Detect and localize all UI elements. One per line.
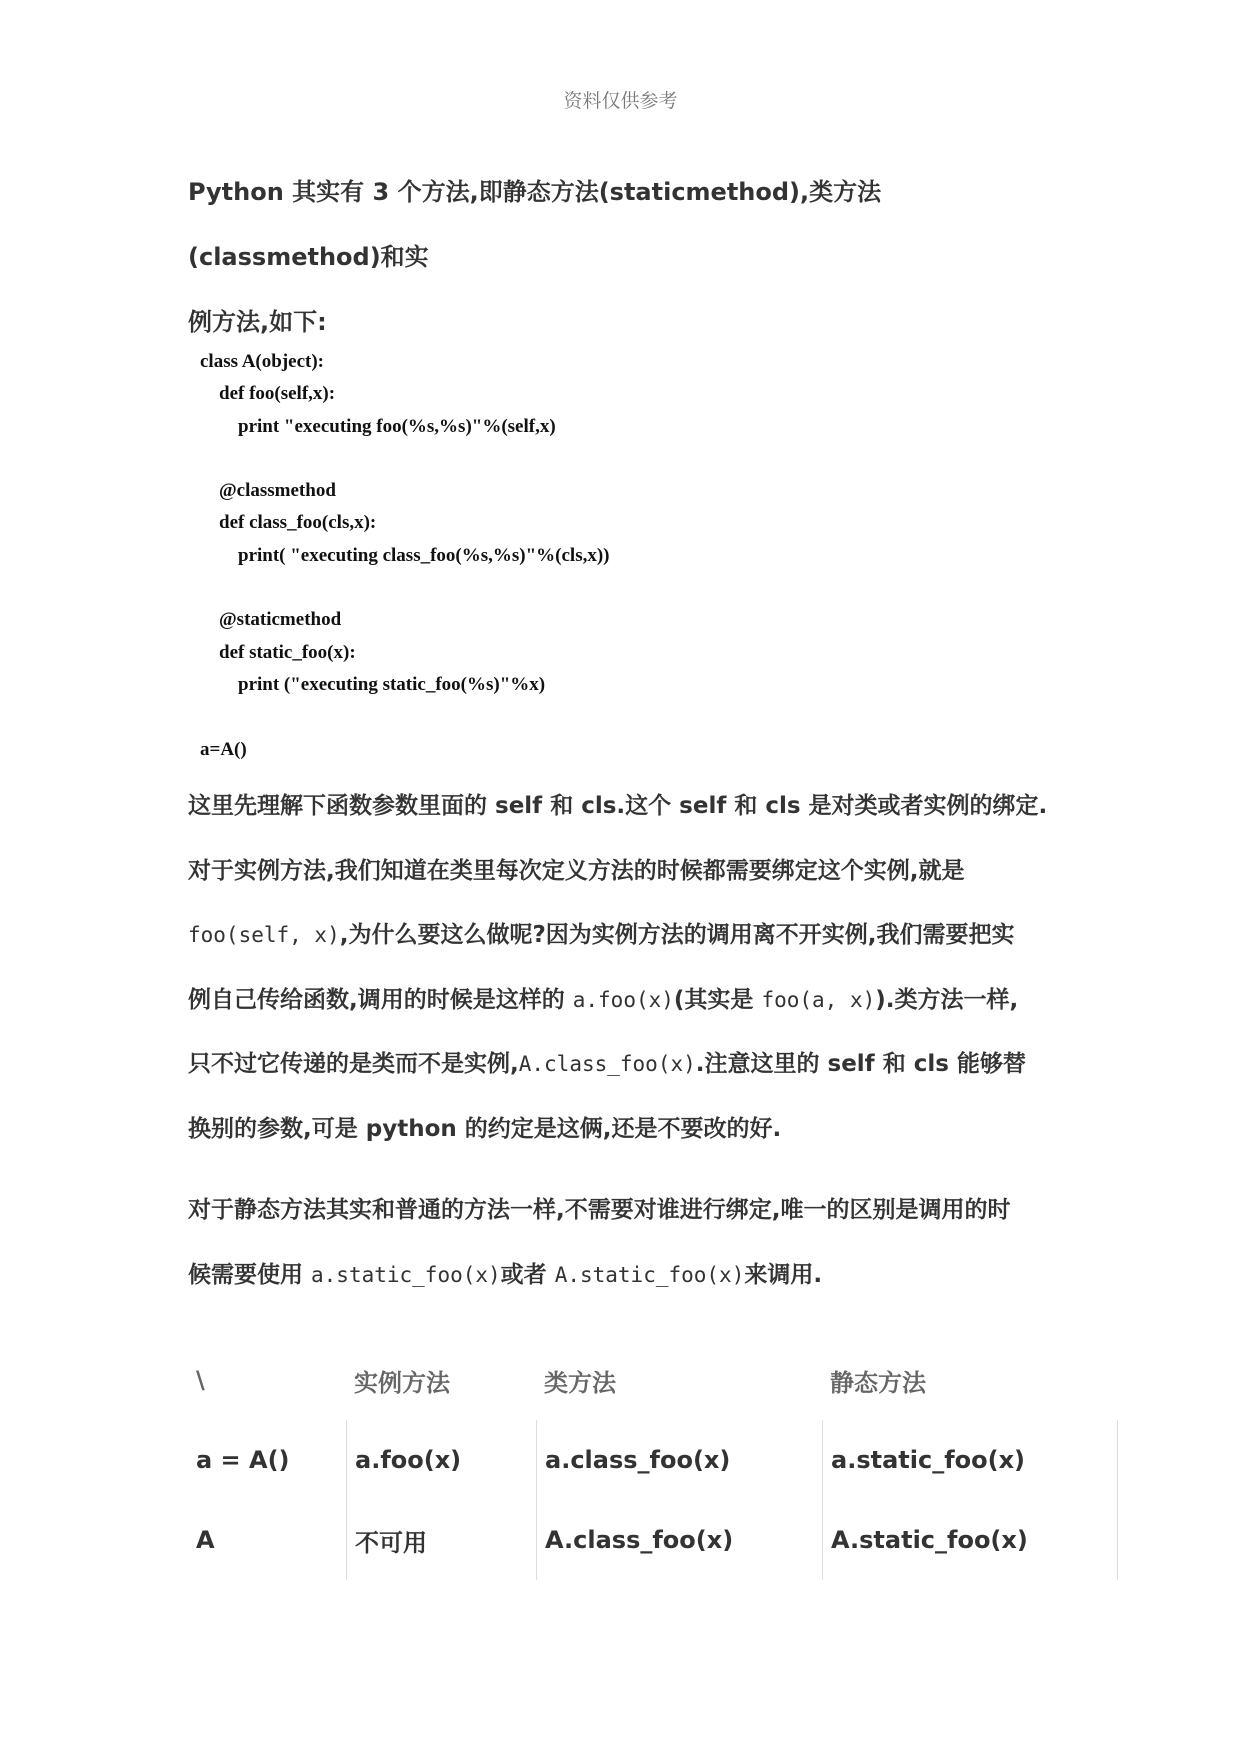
- table-cell: 不可用: [346, 1500, 536, 1580]
- table-header-cell: \: [196, 1366, 205, 1394]
- code-block: [200, 346, 900, 766]
- intro-line-1: Python 其实有 3 个方法,即静态方法(staticmethod),类方法(classmethod)和实: [188, 178, 882, 271]
- table-cell: A.static_foo(x): [822, 1500, 1118, 1580]
- paragraph-line: 对于静态方法其实和普通的方法一样,不需要对谁进行绑定,唯一的区别是调用的时: [188, 1197, 1011, 1223]
- method-comparison-table: [188, 1340, 1118, 1580]
- paragraph-line: [188, 1032, 1058, 1097]
- table-header-cell: 静态方法: [830, 1368, 926, 1397]
- paragraph-line: 这里先理解下函数参数里面的 self 和 cls.这个 self 和 cls 是对类或者实例的绑定.: [188, 793, 1048, 819]
- paragraph-line: 换别的参数,可是 python 的约定是这俩,还是不要改的好.: [188, 1115, 782, 1142]
- code-line: @staticmethod: [200, 609, 342, 631]
- code-line: def class_foo(cls,x):: [200, 512, 377, 534]
- paragraph-line: [188, 903, 1058, 968]
- inline-code: foo(self, x): [188, 923, 340, 947]
- code-line: class A(object):: [200, 351, 324, 372]
- inline-code: a.static_foo(x): [311, 1262, 501, 1287]
- intro-heading: [188, 160, 1058, 355]
- code-line: def static_foo(x):: [200, 641, 356, 663]
- code-line: print "executing foo(%s,%s)"%(self,x): [200, 415, 556, 437]
- code-line: @classmethod: [200, 480, 336, 502]
- table-cell: a = A(): [196, 1446, 290, 1474]
- code-line: [200, 572, 900, 604]
- code-line: def foo(self,x):: [200, 383, 336, 405]
- table-header-row: [188, 1340, 1118, 1420]
- code-line: [200, 443, 900, 475]
- paragraph-text: 候需要使用: [188, 1261, 312, 1288]
- table-cell: a.class_foo(x): [536, 1420, 822, 1500]
- paragraph-text: 只不过它传递的是类而不是实例,: [188, 1051, 519, 1077]
- paragraph-text: 或者: [500, 1261, 555, 1288]
- paragraph-text: ,为什么要这么做呢?因为实例方法的调用离不开实例,我们需要把实: [339, 922, 1015, 948]
- inline-code: a.foo(x): [572, 987, 674, 1012]
- paragraph-static: [188, 1178, 1058, 1307]
- paragraph-line: 对于实例方法,我们知道在类里每次定义方法的时候都需要绑定这个实例,就是: [188, 857, 965, 884]
- table-row: [188, 1500, 1118, 1580]
- paragraph-text: .注意这里的 self 和 cls 能够替: [695, 1051, 1026, 1077]
- paragraph-line: [188, 968, 1058, 1033]
- paragraph-self-cls: [188, 774, 1058, 1161]
- table-cell: a.foo(x): [346, 1420, 536, 1500]
- code-line: print( "executing class_foo(%s,%s)"%(cls,x)): [200, 544, 610, 566]
- table-header-cell: 类方法: [544, 1368, 616, 1397]
- table-cell: A.class_foo(x): [536, 1500, 822, 1580]
- table-cell: a.static_foo(x): [822, 1420, 1118, 1500]
- inline-code: A.class_foo(x): [518, 1052, 696, 1076]
- paragraph-text: (其实是: [673, 986, 762, 1013]
- table-cell: A: [196, 1526, 215, 1554]
- page-header: 资料仅供参考: [563, 90, 678, 112]
- paragraph-text: 来调用.: [744, 1261, 823, 1288]
- table-header-cell: 实例方法: [354, 1368, 450, 1397]
- paragraph-text: 例自己传给函数,调用的时候是这样的: [188, 986, 573, 1013]
- code-line: print ("executing static_foo(%s)"%x): [200, 673, 546, 695]
- code-line: a=A(): [200, 738, 247, 760]
- inline-code: foo(a, x): [761, 987, 876, 1012]
- code-line: [200, 701, 900, 733]
- intro-line-2: 例方法,如下:: [188, 308, 327, 336]
- table-row: [188, 1420, 1118, 1500]
- paragraph-line: [188, 1243, 1058, 1308]
- inline-code: A.static_foo(x): [554, 1262, 745, 1287]
- paragraph-text: ).类方法一样,: [875, 986, 1019, 1013]
